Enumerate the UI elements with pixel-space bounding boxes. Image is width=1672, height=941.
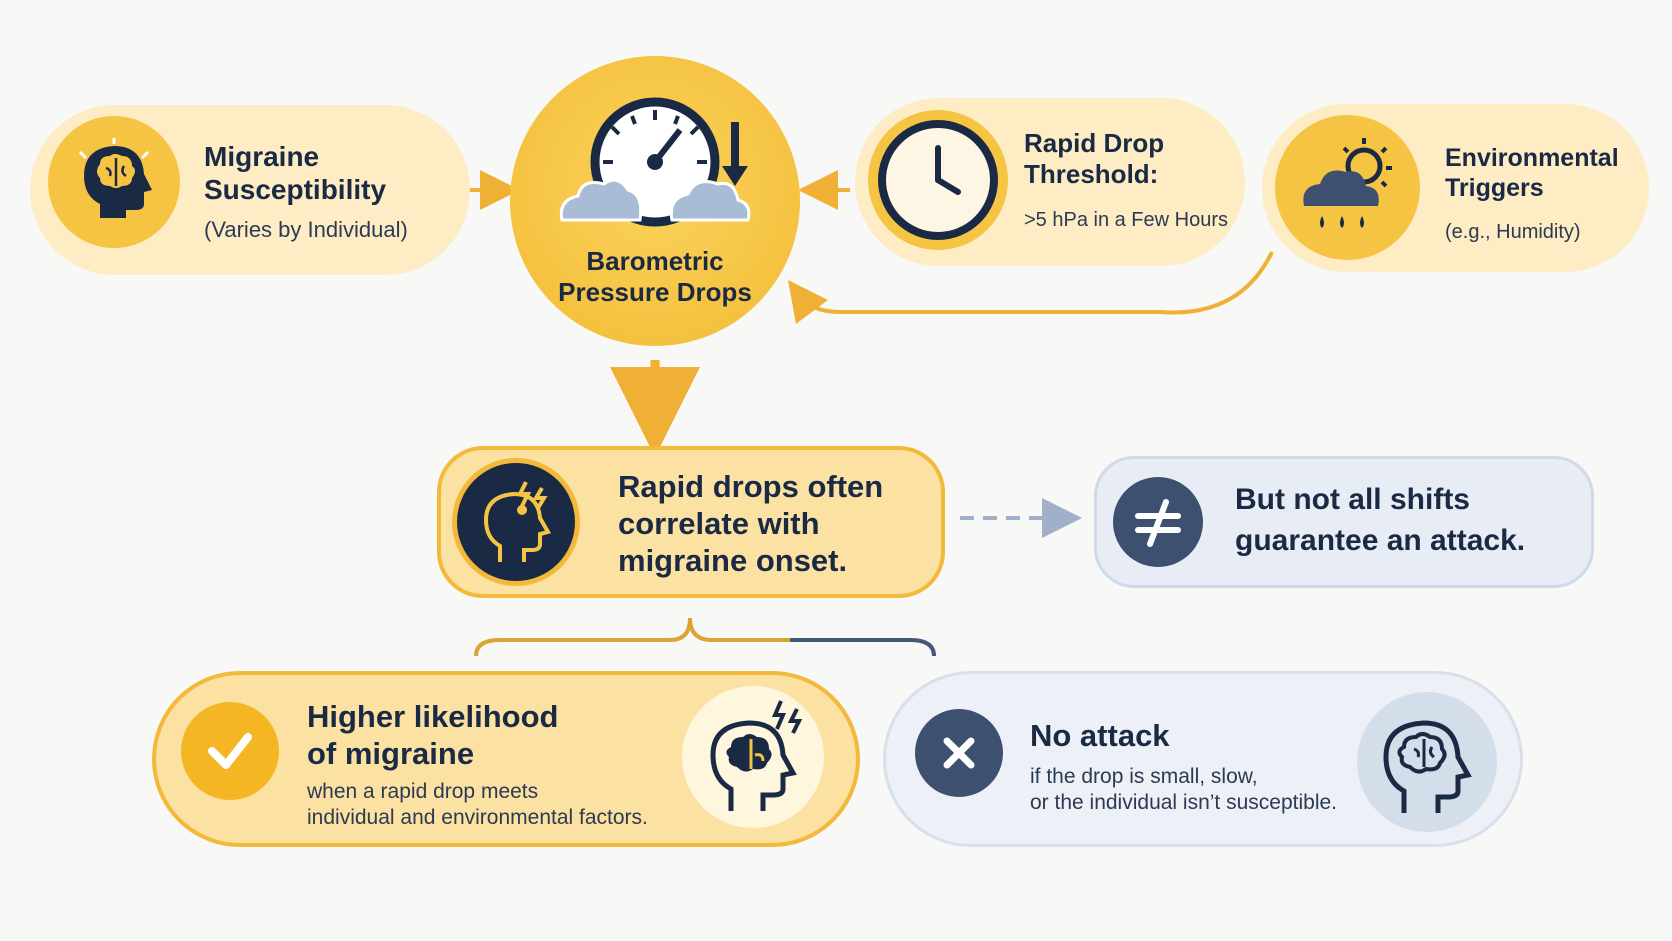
clock-icon-circle [868, 110, 1008, 250]
rain-cloud-sun-icon [1288, 128, 1408, 248]
brace-yellow [476, 618, 690, 656]
correlation-icon-circle [452, 458, 580, 586]
noattack-head-icon-circle [1357, 692, 1497, 832]
brace-mixed [690, 618, 790, 640]
check-icon [181, 702, 279, 800]
caveat-text: But not all shifts guarantee an attack. [1235, 483, 1526, 557]
barometer-gauge-icon [552, 90, 762, 240]
pressure-title: Barometric Pressure Drops [558, 246, 752, 307]
clock-icon [876, 118, 1000, 242]
noattack-sub: if the drop is small, slow, or the individual isn’t susceptible. [1030, 765, 1338, 815]
brain-head-icon [48, 116, 180, 248]
environment-icon-circle [1275, 115, 1420, 260]
higher-sub: when a rapid drop meets individual and environmental factors. [307, 780, 648, 830]
susceptibility-title: Migraine Susceptibility [204, 141, 387, 206]
head-lightning-icon [466, 472, 566, 572]
brace-blue [790, 640, 934, 656]
threshold-title: Rapid Drop Threshold: [1024, 128, 1165, 189]
environment-title: Environmental Triggers [1445, 144, 1619, 202]
x-icon [915, 709, 1003, 797]
head-brain-icon [1368, 703, 1486, 821]
higher-head-icon-circle [682, 686, 824, 828]
higher-title: Higher likelihood of migraine [307, 699, 559, 771]
head-brain-lightning-icon [691, 695, 815, 819]
noattack-title: No attack [1030, 718, 1170, 753]
correlation-text: Rapid drops often correlate with migraine onset. [618, 469, 884, 579]
not-equal-icon [1113, 477, 1203, 567]
threshold-sub: >5 hPa in a Few Hours [1024, 209, 1228, 231]
susceptibility-sub: (Varies by Individual) [204, 217, 408, 242]
environment-sub: (e.g., Humidity) [1445, 221, 1581, 243]
